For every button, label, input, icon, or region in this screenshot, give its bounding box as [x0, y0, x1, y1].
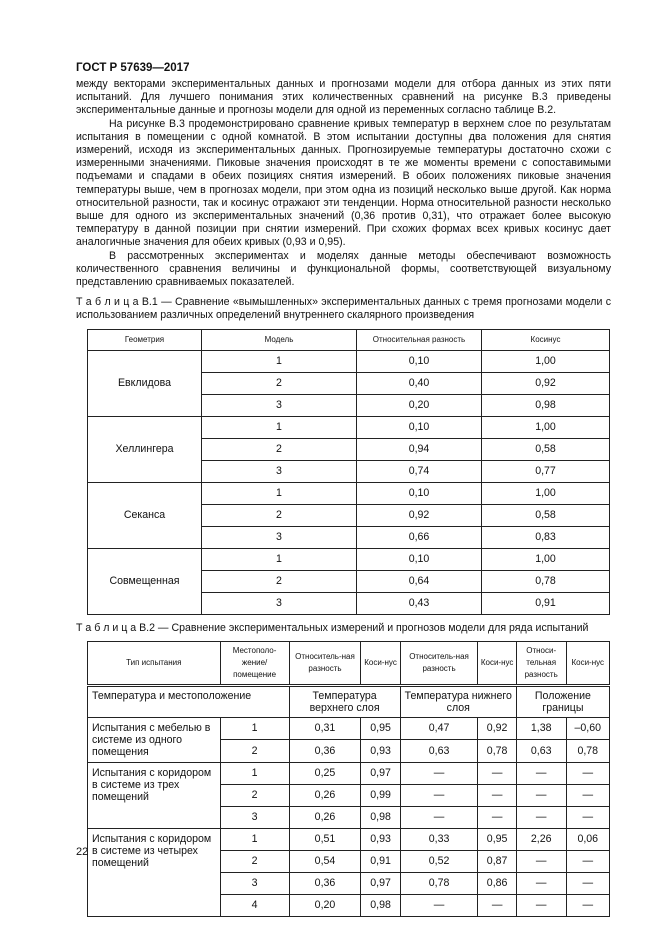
table-cell: — — [516, 784, 566, 806]
table-cell: 0,36 — [289, 740, 361, 763]
table-cell: — — [400, 762, 478, 784]
table-cell: 0,36 — [289, 872, 361, 894]
table-b1 — [87, 329, 610, 615]
column-header: Относитель-ная разность — [400, 641, 478, 685]
table-cell: — — [516, 894, 566, 916]
table-cell: 0,78 — [478, 740, 516, 763]
table-cell: 0,99 — [361, 784, 400, 806]
table-cell: 0,97 — [361, 762, 400, 784]
table-cell: — — [566, 894, 609, 916]
table-cell: 0,20 — [289, 894, 361, 916]
table-cell: 0,91 — [482, 592, 610, 614]
table-cell: 0,78 — [482, 570, 610, 592]
document-body — [76, 78, 611, 917]
group-label: Положение границы — [516, 685, 609, 717]
table-cell: 3 — [220, 872, 289, 894]
table-cell: 0,87 — [478, 850, 516, 872]
table-cell: — — [516, 762, 566, 784]
table-cell: 2 — [220, 740, 289, 763]
table-cell: 0,94 — [357, 438, 482, 460]
table-cell: — — [516, 872, 566, 894]
table-cell: 0,10 — [357, 482, 482, 504]
table-cell: 4 — [220, 894, 289, 916]
group-label: Температура верхнего слоя — [289, 685, 400, 717]
table-cell: 0,93 — [361, 828, 400, 850]
table-cell: — — [566, 784, 609, 806]
table-row — [88, 548, 610, 570]
table-cell: — — [566, 850, 609, 872]
table-cell: 0,77 — [482, 460, 610, 482]
table-cell: 0,97 — [361, 872, 400, 894]
table2-caption: Т а б л и ц а В.2 — Сравнение экспериментальных измерений и прогнозов модели для ряда испытаний — [76, 621, 589, 634]
paragraph: В рассмотренных экспериментах и моделях данные методы обеспечивают возможность количественного сравнения величины и функциональной формы, соответствующей визуальному представлению сравниваемых показателей. — [76, 249, 611, 289]
table-cell: 0,10 — [357, 548, 482, 570]
geometry-cell: Совмещенная — [88, 548, 202, 614]
table-cell: 0,43 — [357, 592, 482, 614]
table-cell: 0,86 — [478, 872, 516, 894]
table-cell: 0,63 — [400, 740, 478, 763]
table-cell: 1 — [220, 717, 289, 740]
table-cell: 0,54 — [289, 850, 361, 872]
table-cell: 2 — [202, 570, 357, 592]
geometry-cell: Евклидова — [88, 350, 202, 416]
table-cell: 3 — [202, 394, 357, 416]
table-row — [88, 350, 610, 372]
table-cell: 0,98 — [361, 806, 400, 828]
table-cell: 0,78 — [566, 740, 609, 763]
column-header: Модель — [202, 329, 357, 350]
table-cell: 0,52 — [400, 850, 478, 872]
page-number: 22 — [76, 846, 89, 858]
table-cell: — — [516, 806, 566, 828]
geometry-cell: Секанса — [88, 482, 202, 548]
table-cell: 0,98 — [361, 894, 400, 916]
table-cell: — — [478, 806, 516, 828]
table-cell: 1,00 — [482, 548, 610, 570]
table-cell: 1 — [202, 350, 357, 372]
table-cell: — — [478, 784, 516, 806]
table-cell: 0,06 — [566, 828, 609, 850]
table-cell: 2 — [202, 372, 357, 394]
group-row — [88, 685, 610, 717]
table-cell: 0,66 — [357, 526, 482, 548]
column-header: Относительная разность — [357, 329, 482, 350]
column-header: Тип испытания — [88, 641, 221, 685]
table-cell: 2,26 — [516, 828, 566, 850]
table-cell: 0,92 — [482, 372, 610, 394]
paragraph: На рисунке В.3 продемонстрировано сравнение кривых температур в верхнем слое по результатам испытания в помещении с одной комнатой. В этом испытании доступны два положения для снятия измерений, исходя из экспериментальных данных. Прогнозируемые температуры достаточно схожи с измеренными значениями. Пиковые значения происходят в те же моменты времени с сопоставимыми подъемами и спадами в обеих позициях снятия измерений. В обоих положениях пиковые значения температуры выше, чем в прогнозах модели, при этом одна из позиций несколько выше другой. Как норма относительной разности, так и косинус отражают эти тенденции. Норма относительной разности несколько выше для одного из экспериментальных значений (0,36 против 0,31), что отражает более высокую температуру в данной позиции при снятии измерений. При схожих формах всех кривых косинус дает аналогичные значения для обеих кривых (0,93 и 0,95). — [76, 117, 611, 249]
table-header-row — [88, 641, 610, 685]
table-cell: 0,93 — [361, 740, 400, 763]
table-cell: 1,00 — [482, 482, 610, 504]
document-header: ГОСТ Р 57639—2017 — [76, 62, 190, 74]
table-cell: 0,92 — [357, 504, 482, 526]
table-cell: 0,10 — [357, 350, 482, 372]
table-b2 — [87, 641, 610, 917]
table-cell: 2 — [202, 438, 357, 460]
table-cell: — — [400, 784, 478, 806]
table-cell: 1 — [220, 828, 289, 850]
table-cell: 0,31 — [289, 717, 361, 740]
test-type-cell: Испытания с коридором в системе из трех помещений — [88, 762, 221, 828]
table-cell: 0,78 — [400, 872, 478, 894]
table-row — [88, 482, 610, 504]
column-header: Косинус — [482, 329, 610, 350]
table-cell: 0,47 — [400, 717, 478, 740]
table-cell: 0,51 — [289, 828, 361, 850]
table-cell: 0,10 — [357, 416, 482, 438]
table-cell: — — [478, 894, 516, 916]
table-cell: — — [566, 872, 609, 894]
table-cell: 0,92 — [478, 717, 516, 740]
column-header: Геометрия — [88, 329, 202, 350]
table-cell: 0,26 — [289, 806, 361, 828]
table-cell: 0,58 — [482, 504, 610, 526]
table-row — [88, 828, 610, 850]
table-header-row — [88, 329, 610, 350]
table-cell: 0,58 — [482, 438, 610, 460]
geometry-cell: Хеллингера — [88, 416, 202, 482]
table-cell: 2 — [202, 504, 357, 526]
table-cell: — — [566, 762, 609, 784]
table-cell: 0,83 — [482, 526, 610, 548]
table-cell: 0,98 — [482, 394, 610, 416]
table-cell: 0,91 — [361, 850, 400, 872]
table-row — [88, 762, 610, 784]
test-type-cell: Испытания с мебелью в системе из одного помещения — [88, 717, 221, 762]
table-cell: 0,95 — [361, 717, 400, 740]
table-cell: 0,64 — [357, 570, 482, 592]
table-cell: 3 — [202, 460, 357, 482]
table-cell: 3 — [220, 806, 289, 828]
column-header: Относитель-ная разность — [289, 641, 361, 685]
table-cell: –0,60 — [566, 717, 609, 740]
table-cell: 1,38 — [516, 717, 566, 740]
table-cell: — — [516, 850, 566, 872]
table-cell: 1,00 — [482, 416, 610, 438]
table-row — [88, 416, 610, 438]
table-cell: 2 — [220, 784, 289, 806]
group-label: Температура нижнего слоя — [400, 685, 516, 717]
table-cell: 0,95 — [478, 828, 516, 850]
table-cell: 1 — [202, 548, 357, 570]
table-cell: 0,74 — [357, 460, 482, 482]
table-cell: — — [478, 762, 516, 784]
table-cell: 1 — [220, 762, 289, 784]
table-cell: 2 — [220, 850, 289, 872]
table-cell: 1 — [202, 482, 357, 504]
table-cell: 0,20 — [357, 394, 482, 416]
table-cell: 1 — [202, 416, 357, 438]
table-cell: — — [400, 894, 478, 916]
column-header: Коси-нус — [478, 641, 516, 685]
table-row — [88, 717, 610, 740]
column-header: Коси-нус — [361, 641, 400, 685]
table-cell: 0,25 — [289, 762, 361, 784]
column-header: Коси-нус — [566, 641, 609, 685]
table-cell: — — [400, 806, 478, 828]
table-cell: 3 — [202, 526, 357, 548]
table-cell: 0,63 — [516, 740, 566, 763]
test-type-cell: Испытания с коридором в системе из четырех помещений — [88, 828, 221, 916]
table-cell: — — [566, 806, 609, 828]
table-cell: 0,40 — [357, 372, 482, 394]
group-label: Температура и местоположение — [88, 685, 290, 717]
table1-caption: Т а б л и ц а В.1 — Сравнение «вымышленных» экспериментальных данных с тремя прогнозами модели с использованием различных определений внутреннего скалярного произведения — [76, 296, 611, 322]
table-cell: 0,33 — [400, 828, 478, 850]
column-header: Относи-тельная разность — [516, 641, 566, 685]
column-header: Местополо-жение/ помещение — [220, 641, 289, 685]
table-cell: 0,26 — [289, 784, 361, 806]
table-cell: 3 — [202, 592, 357, 614]
table-cell: 1,00 — [482, 350, 610, 372]
paragraph: между векторами экспериментальных данных и прогнозами модели для отбора данных из этих пяти испытаний. Для лучшего понимания этих количественных сравнений на рисунке В.3 приведены экспериментальные данные и прогнозы модели для одной из переменных согласно таблице В.2. — [76, 78, 611, 117]
